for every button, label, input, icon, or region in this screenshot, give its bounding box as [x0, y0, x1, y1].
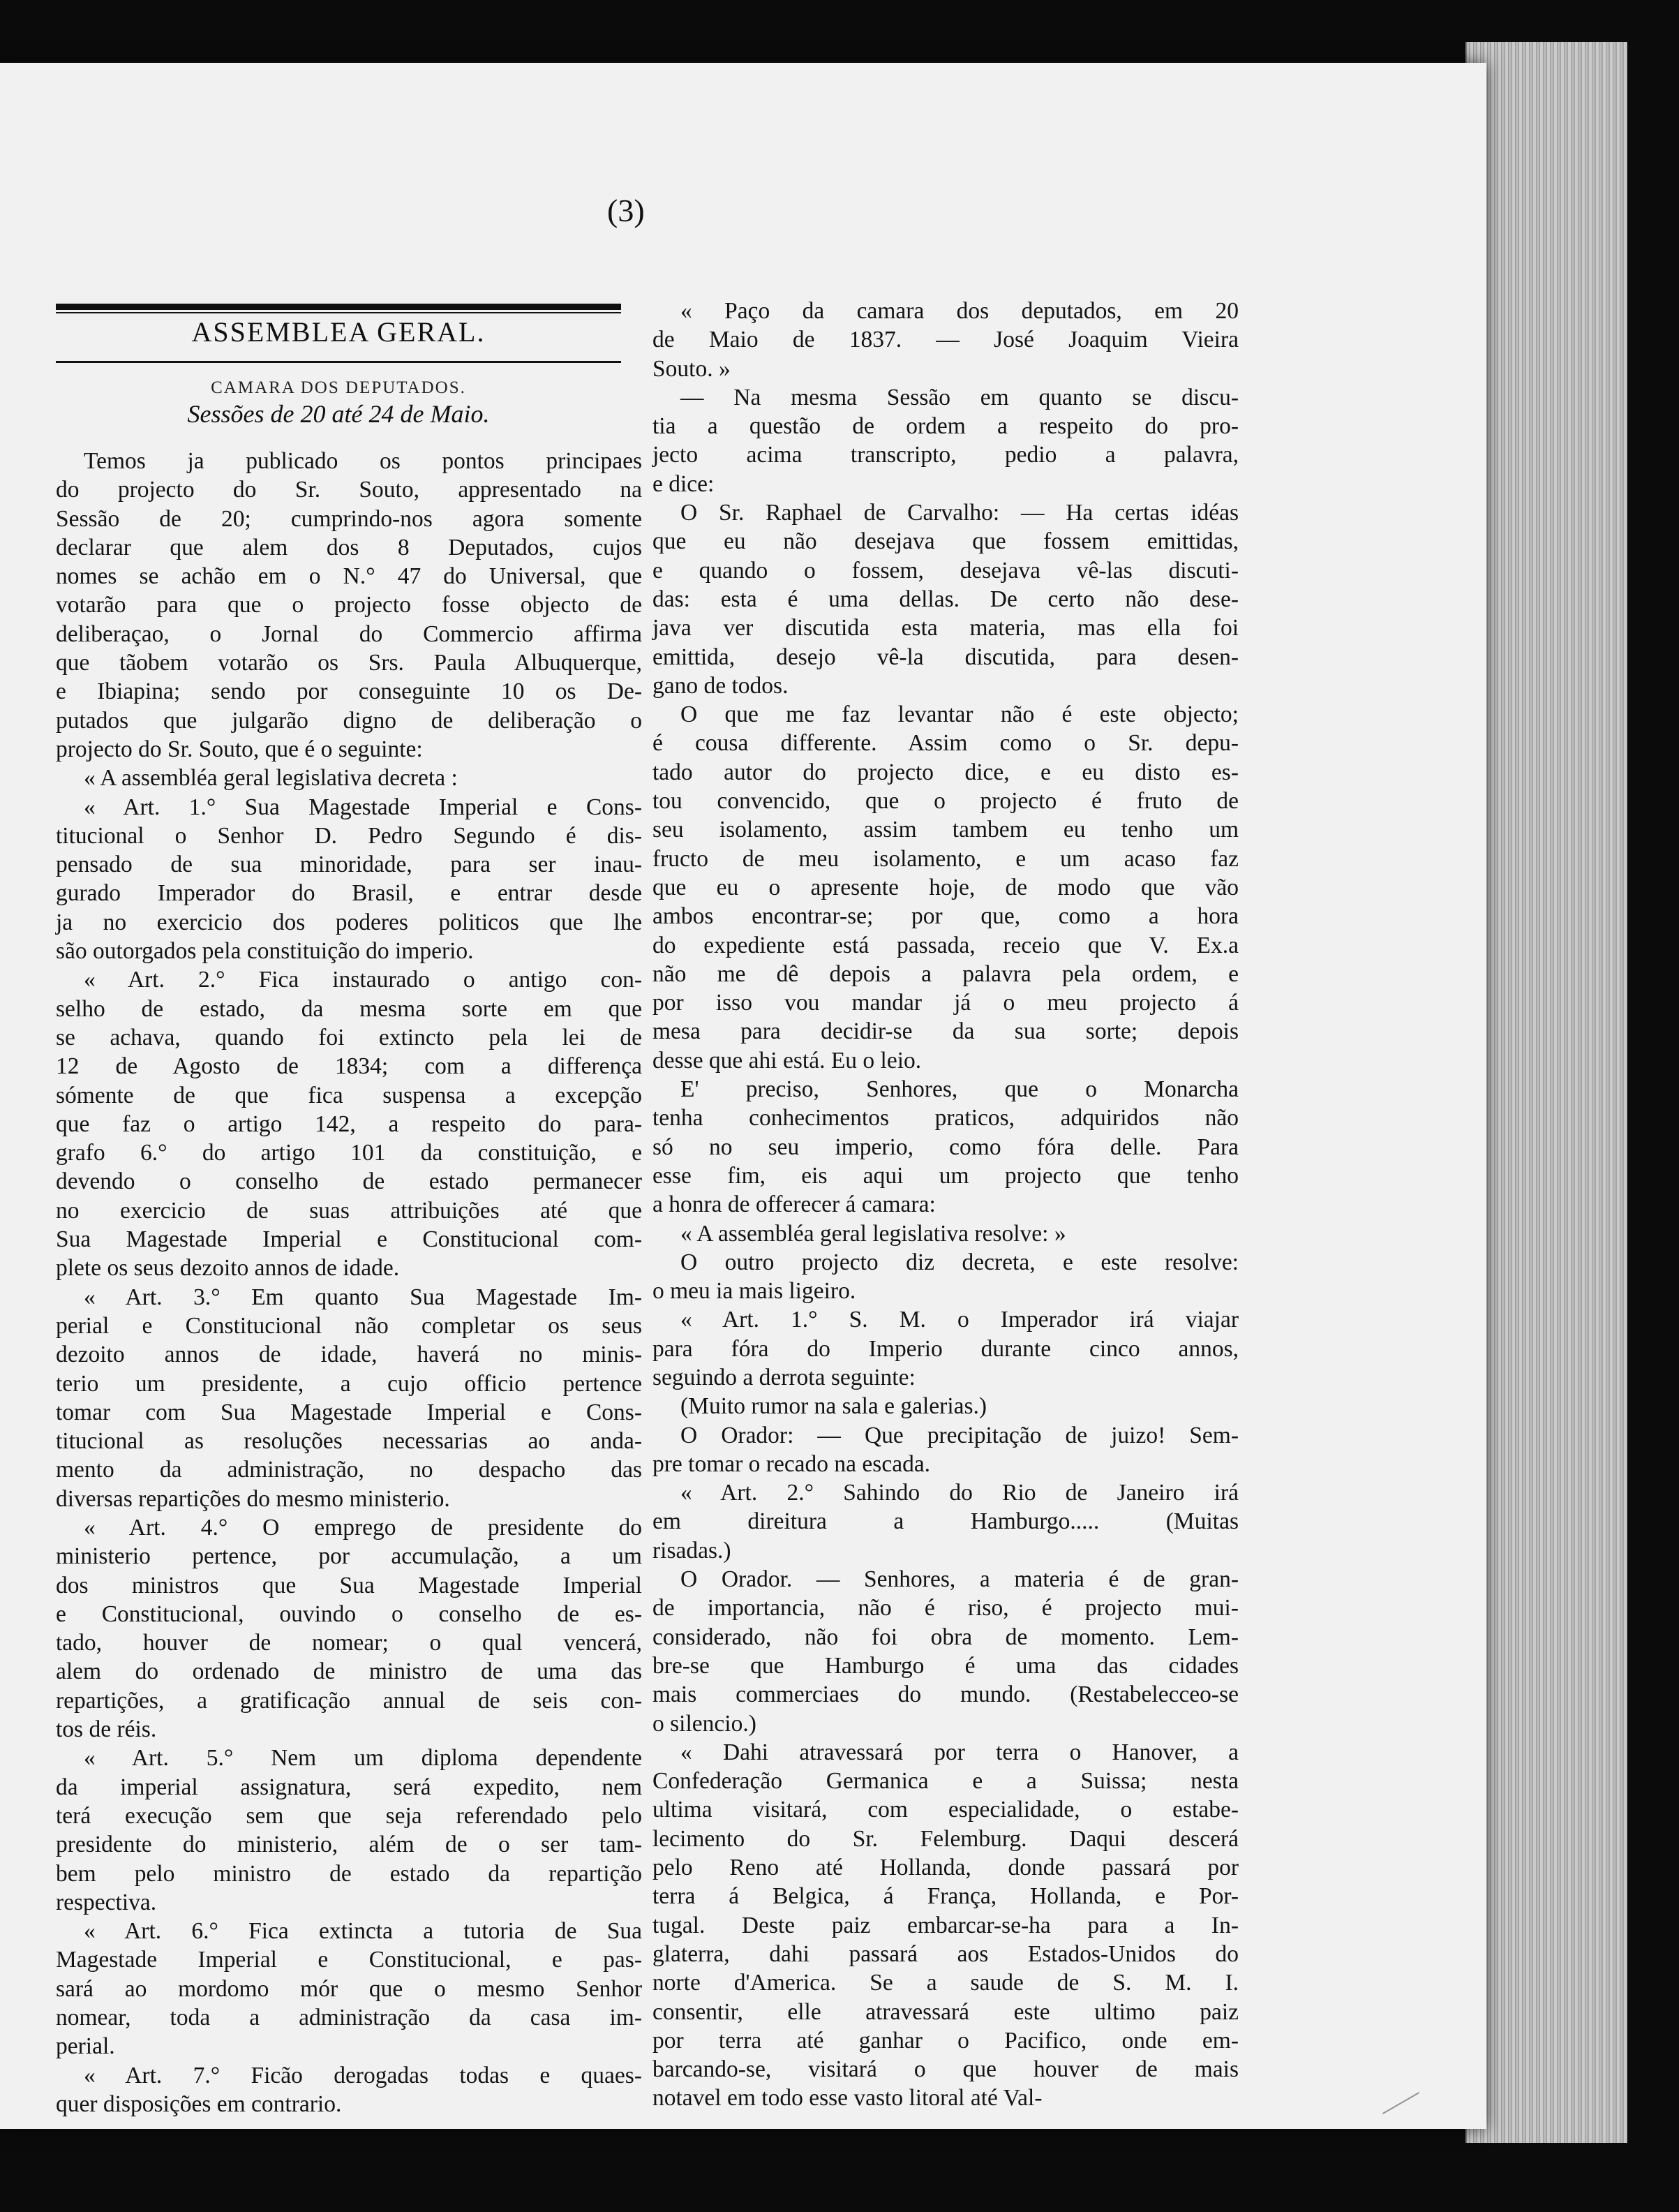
text-line: e dice:	[652, 470, 715, 497]
text-line: votarão para que o projecto fosse objecto de	[56, 592, 642, 618]
text-line: tado, houver de nomear; o qual vencerá,	[56, 1630, 642, 1656]
text-line: « Art. 1.° Sua Magestade Imperial e Cons-	[84, 794, 642, 820]
text-line: « Art. 2.° Fica instaurado o antigo con-	[84, 967, 642, 993]
text-line: só no seu imperio, como fóra delle. Para	[652, 1134, 1239, 1160]
text-line: de importancia, não é riso, é projecto mui-	[652, 1595, 1239, 1621]
text-line: considerado, não foi obra de momento. Lem-	[652, 1624, 1239, 1650]
newspaper-page	[0, 63, 1486, 2129]
text-line: seguindo a derrota seguinte:	[652, 1364, 916, 1390]
text-line: que eu não desejava que fossem emittidas,	[652, 528, 1239, 555]
text-line: gurado Imperador do Brasil, e entrar desde	[56, 880, 642, 907]
text-line: « Paço da camara dos deputados, em 20	[680, 298, 1239, 324]
text-line: para fóra do Imperio durante cinco annos,	[652, 1335, 1239, 1362]
text-line: consentir, elle atravessará este ultimo paiz	[652, 1998, 1239, 2025]
text-line: « Art. 5.° Nem um diploma dependente	[84, 1745, 642, 1772]
text-line: Souto. »	[652, 355, 731, 382]
right-column-text	[652, 297, 1239, 2113]
text-line: java ver discutida esta materia, mas ella foi	[652, 615, 1239, 641]
text-line: O outro projecto diz decreta, e este resolve:	[680, 1249, 1239, 1275]
text-line: respectiva.	[56, 1889, 157, 1915]
text-line: « A assembléa geral legislativa decreta :	[84, 765, 458, 792]
text-line: e Constitucional, ouvindo o conselho de es-	[56, 1601, 642, 1627]
text-line: não me dê depois a palavra pela ordem, e	[652, 960, 1239, 987]
text-line: « Art. 1.° S. M. o Imperador irá viajar	[680, 1307, 1239, 1333]
text-line: grafo 6.° do artigo 101 da constituição, e	[56, 1140, 642, 1166]
text-line: ministerio pertence, por accumulação, a um	[56, 1543, 642, 1570]
page-number: (3)	[607, 193, 645, 228]
text-line: que eu o apresente hoje, de modo que vão	[652, 874, 1239, 900]
text-line: « Art. 3.° Em quanto Sua Magestade Im-	[84, 1284, 642, 1310]
text-line: terio um presidente, a cujo officio pertence	[56, 1370, 642, 1397]
text-line: e Ibiapina; sendo por conseguinte 10 os De-	[56, 678, 642, 705]
text-line: o silencio.)	[652, 1710, 756, 1737]
text-line: perial e Constitucional não completar os seus	[56, 1312, 642, 1339]
text-line: Confederação Germanica e a Suissa; nesta	[652, 1768, 1239, 1795]
text-line: terra á Belgica, á França, Hollanda, e Por-	[652, 1883, 1239, 1910]
text-line: por terra até ganhar o Pacifico, onde em-	[652, 2027, 1239, 2054]
text-line: putados que julgarão digno de deliberação o	[56, 707, 642, 734]
text-line: desse que ahi está. Eu o leio.	[652, 1047, 922, 1074]
text-line: e quando o fossem, desejava vê-las discuti-	[652, 557, 1239, 584]
text-line: devendo o conselho de estado permanecer	[56, 1168, 642, 1195]
text-line: (Muito rumor na sala e galerias.)	[680, 1393, 987, 1420]
text-line: 12 de Agosto de 1834; com a differença	[56, 1053, 642, 1080]
text-line: das: esta é uma dellas. De certo não dese-	[652, 586, 1239, 612]
text-line: ultima visitará, com especialidade, o estabe-	[652, 1797, 1239, 1823]
book-page-edges	[1465, 42, 1627, 2143]
chamber-heading: CAMARA DOS DEPUTADOS.	[211, 378, 466, 397]
text-line: do projecto do Sr. Souto, appresentado na	[56, 477, 642, 503]
text-line: titucional o Senhor D. Pedro Segundo é dis-	[56, 822, 642, 849]
text-line: nomear, toda a administração da casa im-	[56, 2005, 642, 2031]
text-line: terá execução sem que seja referendado pelo	[56, 1802, 642, 1829]
section-title: ASSEMBLEA GERAL.	[191, 316, 486, 348]
text-line: jecto acima transcripto, pedio a palavra,	[652, 442, 1239, 468]
text-line: nomes se achão em o N.° 47 do Universal, que	[56, 563, 642, 590]
text-line: selho de estado, da mesma sorte em que	[56, 995, 642, 1022]
text-line: tou convencido, que o projecto é fruto de	[652, 788, 1239, 815]
text-line: « Art. 6.° Fica extincta a tutoria de Sua	[84, 1918, 642, 1945]
text-line: titucional as resoluções necessarias ao anda-	[56, 1428, 642, 1455]
text-line: Magestade Imperial e Constitucional, e pas-	[56, 1947, 642, 1973]
text-line: tugal. Deste paiz embarcar-se-ha para a In-	[652, 1912, 1239, 1938]
text-line: pensado de sua minoridade, para ser inau-	[56, 852, 642, 878]
text-line: E' preciso, Senhores, que o Monarcha	[680, 1076, 1239, 1103]
text-line: O que me faz levantar não é este objecto;	[680, 702, 1239, 728]
text-line: mesa para decidir-se da sua sorte; depois	[652, 1018, 1239, 1045]
page-scratch-mark	[1382, 2092, 1430, 2129]
text-line: O Sr. Raphael de Carvalho: — Ha certas idéas	[680, 500, 1239, 526]
text-line: fructo de meu isolamento, e um acaso faz	[652, 845, 1239, 872]
text-line: « Art. 7.° Ficão derogadas todas e quaes-	[84, 2062, 642, 2088]
text-line: bre-se que Hamburgo é uma das cidades	[652, 1652, 1239, 1679]
masthead-rule	[56, 304, 621, 310]
text-line: ambos encontrar-se; por que, como a hora	[652, 903, 1239, 930]
text-line: deliberaçao, o Jornal do Commercio affirma	[56, 621, 642, 647]
text-line: tenha conhecimentos praticos, adquiridos não	[652, 1105, 1239, 1131]
sessions-heading: Sessões de 20 até 24 de Maio.	[187, 400, 490, 428]
text-line: norte d'America. Se a saude de S. M. I.	[652, 1970, 1239, 1996]
text-line: perial.	[56, 2033, 115, 2060]
text-line: « Dahi atravessará por terra o Hanover, a	[680, 1739, 1239, 1765]
text-line: declarar que alem dos 8 Deputados, cujos	[56, 534, 642, 561]
text-line: seu isolamento, assim tambem eu tenho um	[652, 817, 1239, 843]
text-line: esse fim, eis aqui um projecto que tenho	[652, 1162, 1239, 1189]
text-line: quer disposições em contrario.	[56, 2091, 342, 2117]
text-line: pelo Reno até Hollanda, donde passará por	[652, 1855, 1239, 1881]
masthead-rule-thin	[56, 312, 621, 313]
text-line: é cousa differente. Assim como o Sr. depu-	[652, 730, 1239, 757]
text-line: de Maio de 1837. — José Joaquim Vieira	[652, 327, 1239, 353]
text-line: — Na mesma Sessão em quanto se discu-	[680, 384, 1239, 410]
left-column-text	[56, 447, 642, 2118]
text-line: pre tomar o recado na escada.	[652, 1450, 931, 1477]
text-line: « Art. 2.° Sahindo do Rio de Janeiro irá	[680, 1480, 1239, 1506]
text-line: do expediente está passada, receio que V. Ex.a	[652, 932, 1239, 958]
text-line: projecto do Sr. Souto, que é o seguinte:	[56, 736, 423, 762]
text-line: alem do ordenado de ministro de uma das	[56, 1658, 642, 1685]
text-line: se achava, quando foi extincto pela lei de	[56, 1024, 642, 1051]
text-line: presidente do ministerio, além de o ser tam-	[56, 1832, 642, 1858]
text-line: barcando-se, visitará o que houver de mais	[652, 2056, 1239, 2083]
text-line: o meu ia mais ligeiro.	[652, 1278, 856, 1305]
text-line: por isso vou mandar já o meu projecto á	[652, 990, 1239, 1016]
text-line: tia a questão de ordem a respeito do pro-	[652, 413, 1239, 440]
text-line: sará ao mordomo mór que o mesmo Senhor	[56, 1975, 642, 2002]
text-line: gano de todos.	[652, 672, 789, 699]
text-line: Sessão de 20; cumprindo-nos agora somente	[56, 505, 642, 532]
text-line: são outorgados pela constituição do imperio.	[56, 938, 474, 965]
text-line: tado autor do projecto dice, e eu disto es-	[652, 759, 1239, 785]
text-line: notavel em todo esse vasto litoral até Val-	[652, 2085, 1043, 2111]
text-line: mais commerciaes do mundo. (Restabelecceo-se	[652, 1682, 1239, 1708]
text-line: que faz o artigo 142, a respeito do para-	[56, 1111, 642, 1137]
text-line: glaterra, dahi passará aos Estados-Unidos do	[652, 1940, 1239, 1967]
text-line: dos ministros que Sua Magestade Imperial	[56, 1572, 642, 1598]
text-line: lecimento do Sr. Felemburg. Daqui descerá	[652, 1825, 1239, 1852]
text-line: no exercicio de suas attribuições até que	[56, 1197, 642, 1224]
text-line: risadas.)	[652, 1537, 731, 1564]
text-line: plete os seus dezoito annos de idade.	[56, 1255, 400, 1282]
text-line: tomar com Sua Magestade Imperial e Cons-	[56, 1399, 642, 1425]
text-line: O Orador: — Que precipitação de juizo! Sem-	[680, 1422, 1239, 1448]
text-line: repartições, a gratificação annual de seis con-	[56, 1687, 642, 1714]
text-line: « A assembléa geral legislativa resolve: »	[680, 1220, 1066, 1247]
text-line: emittida, desejo vê-la discutida, para desen-	[652, 644, 1239, 670]
text-line: da imperial assignatura, será expedito, nem	[56, 1774, 642, 1800]
text-line: bem pelo ministro de estado da repartição	[56, 1860, 642, 1887]
title-rule	[56, 361, 621, 363]
text-line: que tãobem votarão os Srs. Paula Albuquerque,	[56, 650, 642, 676]
text-line: sómente de que fica suspensa a excepção	[56, 1082, 642, 1108]
text-line: « Art. 4.° O emprego de presidente do	[84, 1514, 642, 1541]
text-line: mento da administração, no despacho das	[56, 1457, 642, 1483]
text-line: ja no exercicio dos poderes politicos que lhe	[56, 909, 642, 935]
text-line: tos de réis.	[56, 1716, 157, 1743]
text-line: O Orador. — Senhores, a materia é de gran-	[680, 1566, 1239, 1593]
text-line: diversas repartições do mesmo ministerio.	[56, 1485, 450, 1512]
text-line: em direitura a Hamburgo..... (Muitas	[652, 1508, 1239, 1535]
text-line: Sua Magestade Imperial e Constitucional com-	[56, 1226, 642, 1253]
text-line: a honra de offerecer á camara:	[652, 1192, 936, 1218]
text-line: Temos ja publicado os pontos principaes	[84, 448, 642, 474]
text-line: dezoito annos de idade, haverá no minis-	[56, 1342, 642, 1368]
